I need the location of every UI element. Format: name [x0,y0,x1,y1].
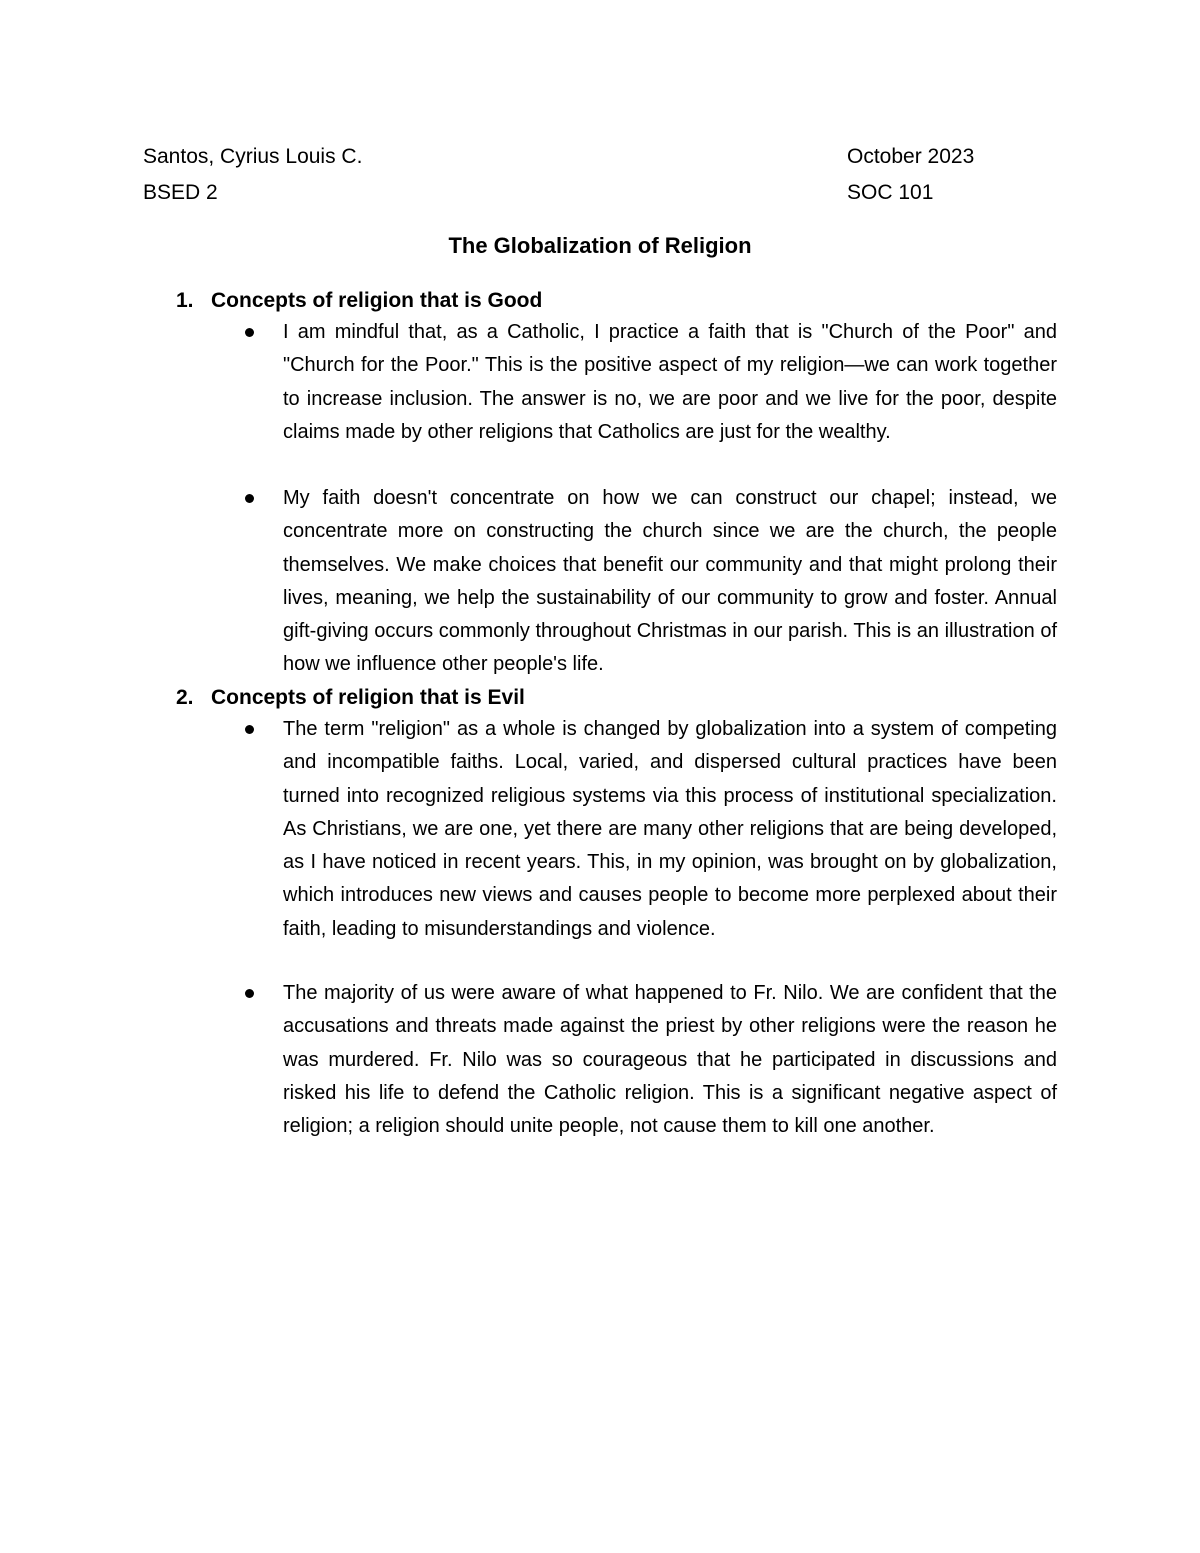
bullet-icon [245,328,254,337]
bullet-text: My faith doesn't concentrate on how we can construct our chapel; instead, we concentrate more on constructing the church since we are the church, the people themselves. We make choices that benefit our community and that might prolong their lives, meaning, we help the sustainability of our community to grow and foster. Annual gift-giving occurs commonly throughout Christmas in our parish. This is an illustration of how we influence other people's life. [283,487,1057,676]
header-row-1 [143,140,1043,173]
bullet-text: The term "religion" as a whole is changed by globalization into a system of competing and incompatible faiths. Local, varied, and dispersed cultural practices have been turned into recognized religious systems via this process of institutional specialization. As Christians, we are one, yet there are many other religions that are being developed, as I have noticed in recent years. This, in my opinion, was brought on by globalization, which introduces new views and causes people to become more perplexed about their faith, leading to misunderstandings and violence. [283,718,1057,940]
bullet-icon [245,989,254,998]
section-heading-text: Concepts of religion that is Good [211,289,543,312]
bullet-text: The majority of us were aware of what happened to Fr. Nilo. We are confident that the accusations and threats made against the priest by other religions were the reason he was murdered. Fr. Nilo was so courageous that he participated in discussions and risked his life to defend the Catholic religion. This is a significant negative aspect of religion; a religion should unite people, not cause them to kill one another. [283,982,1057,1138]
document-title: The Globalization of Religion [448,233,752,258]
bullet-icon [245,725,254,734]
header-row-2 [143,176,1043,209]
student-name: Santos, Cyrius Louis C. [143,145,363,168]
subject-code: SOC 101 [847,181,934,204]
section-number: 2. [176,686,194,709]
bullet-icon [245,494,254,503]
section-number: 1. [176,289,194,312]
bullet-text: I am mindful that, as a Catholic, I practice a faith that is "Church of the Poor" and "Church for the Poor." This is the positive aspect of my religion—we can work together to increase inclusion. The answer is no, we are poor and we live for the poor, despite claims made by other religions that Catholics are just for the wealthy. [283,321,1057,443]
section-heading-evil [176,681,525,714]
submission-date: October 2023 [847,145,975,168]
section-heading-good [176,284,542,317]
section-heading-text: Concepts of religion that is Evil [211,686,525,709]
course-section: BSED 2 [143,181,218,204]
